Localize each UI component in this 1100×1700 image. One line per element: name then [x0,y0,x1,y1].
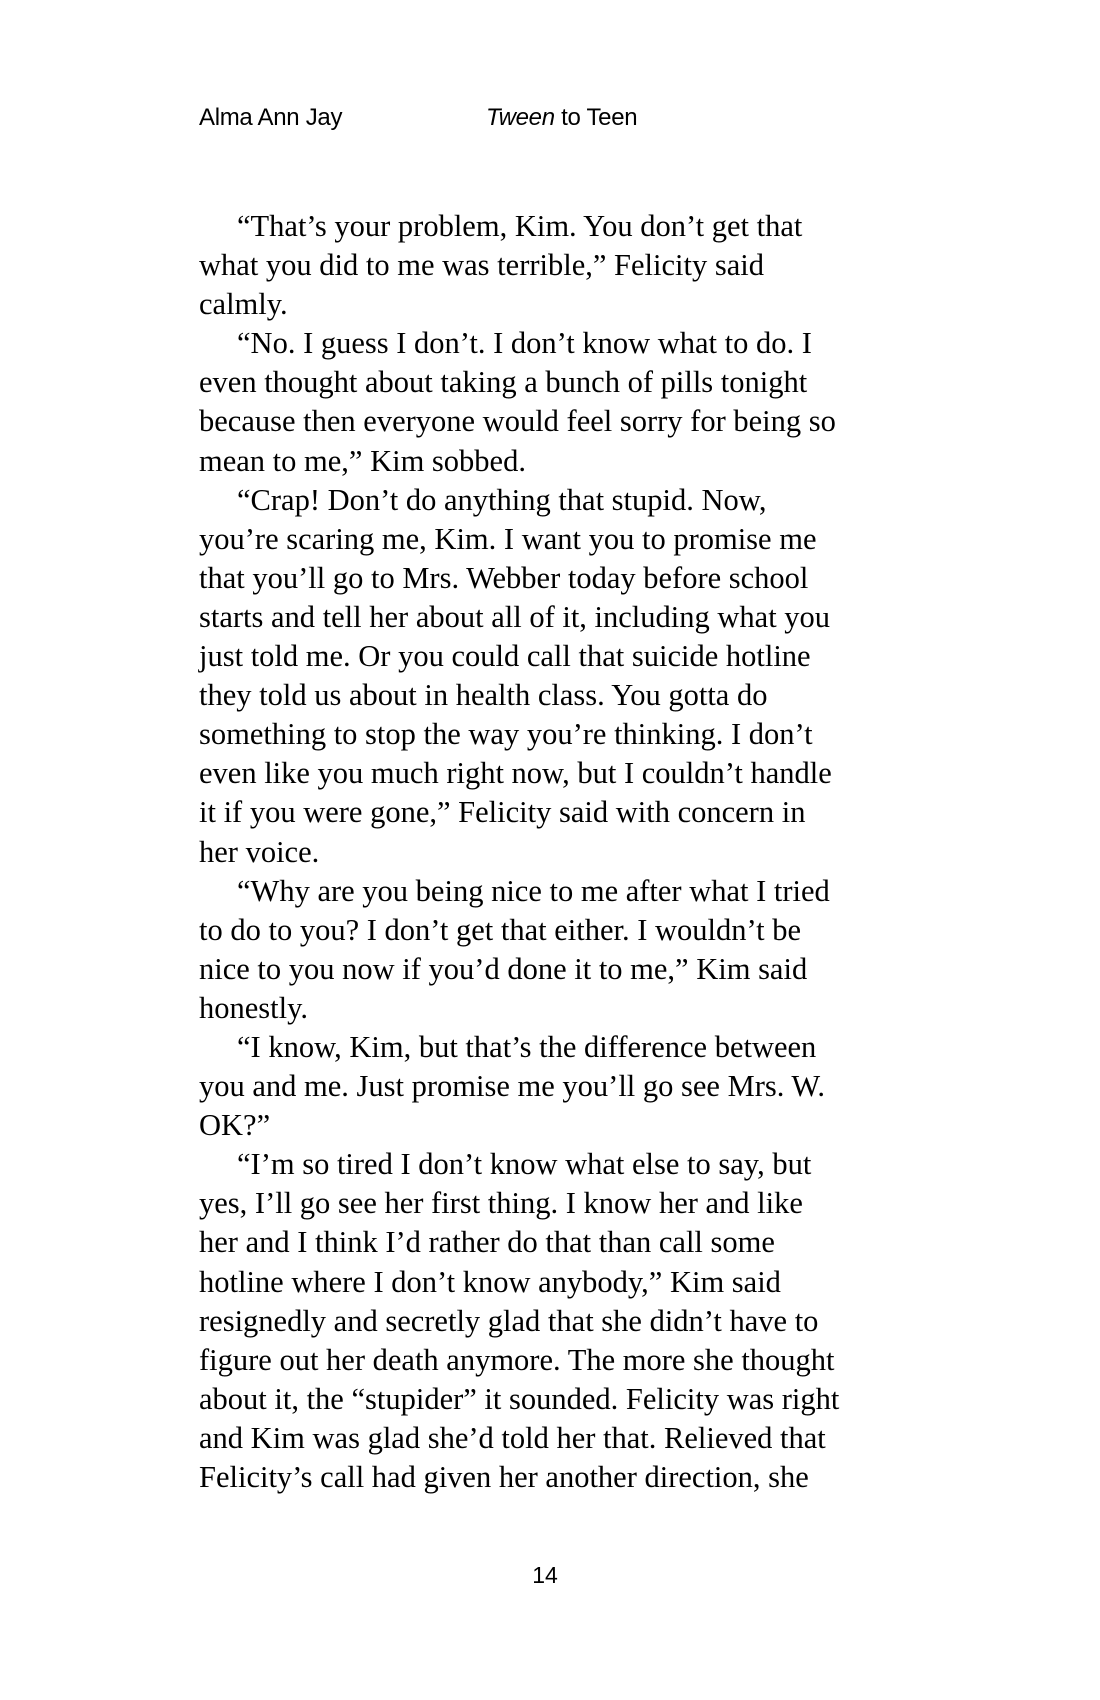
page-number: 14 [532,1562,558,1588]
text-line: you and me. Just promise me you’ll go see Mrs. W. [199,1069,826,1104]
text-line: what you did to me was terrible,” Felicity said [199,248,764,283]
text-line: calmly. [199,287,288,322]
running-header-author: Alma Ann Jay [199,104,343,131]
text-line: nice to you now if you’d done it to me,” Kim said [199,951,808,986]
text-line: about it, the “stupider” it sounded. Felicity was right [199,1381,840,1416]
text-line: “That’s your problem, Kim. You don’t get that [237,209,803,243]
text-line: resignedly and secretly glad that she didn’t have to [199,1303,819,1338]
text-line: that you’ll go to Mrs. Webber today before school [199,560,809,595]
text-line: they told us about in health class. You gotta do [199,678,768,713]
text-line: “Crap! Don’t do anything that stupid. Now, [237,482,767,517]
text-line: figure out her death anymore. The more she thought [199,1342,835,1377]
title-rest: to Teen [554,104,638,131]
text-line: honestly. [199,990,308,1025]
running-header-title [486,104,637,132]
title-italic: Tween [486,104,555,131]
text-line: even thought about taking a bunch of pills tonight [199,365,808,400]
text-line: because then everyone would feel sorry for being so [199,404,836,439]
text-line: starts and tell her about all of it, including what you [199,599,831,634]
text-line: something to stop the way you’re thinking. I don’t [199,717,813,752]
text-line: yes, I’ll go see her first thing. I know her and like [199,1186,803,1221]
text-line: her and I think I’d rather do that than call some [199,1225,775,1260]
text-line: it if you were gone,” Felicity said with concern in [199,795,806,830]
text-line: you’re scaring me, Kim. I want you to promise me [199,521,817,556]
text-line: to do to you? I don’t get that either. I wouldn’t be [199,912,801,947]
text-line: “Why are you being nice to me after what I tried [237,873,830,908]
text-line: her voice. [199,834,320,869]
text-line: “No. I guess I don’t. I don’t know what to do. I [237,326,812,361]
text-line: “I’m so tired I don’t know what else to say, but [237,1147,812,1182]
text-line: OK?” [199,1108,271,1143]
text-line: Felicity’s call had given her another direction, she [199,1460,809,1494]
text-line: hotline where I don’t know anybody,” Kim said [199,1264,781,1299]
body-text [199,207,899,1497]
text-line: just told me. Or you could call that suicide hotline [199,639,811,674]
text-line: “I know, Kim, but that’s the difference between [237,1029,817,1064]
text-line: and Kim was glad she’d told her that. Relieved that [199,1420,826,1455]
text-line: even like you much right now, but I couldn’t handle [199,756,832,791]
text-line: mean to me,” Kim sobbed. [199,443,526,478]
